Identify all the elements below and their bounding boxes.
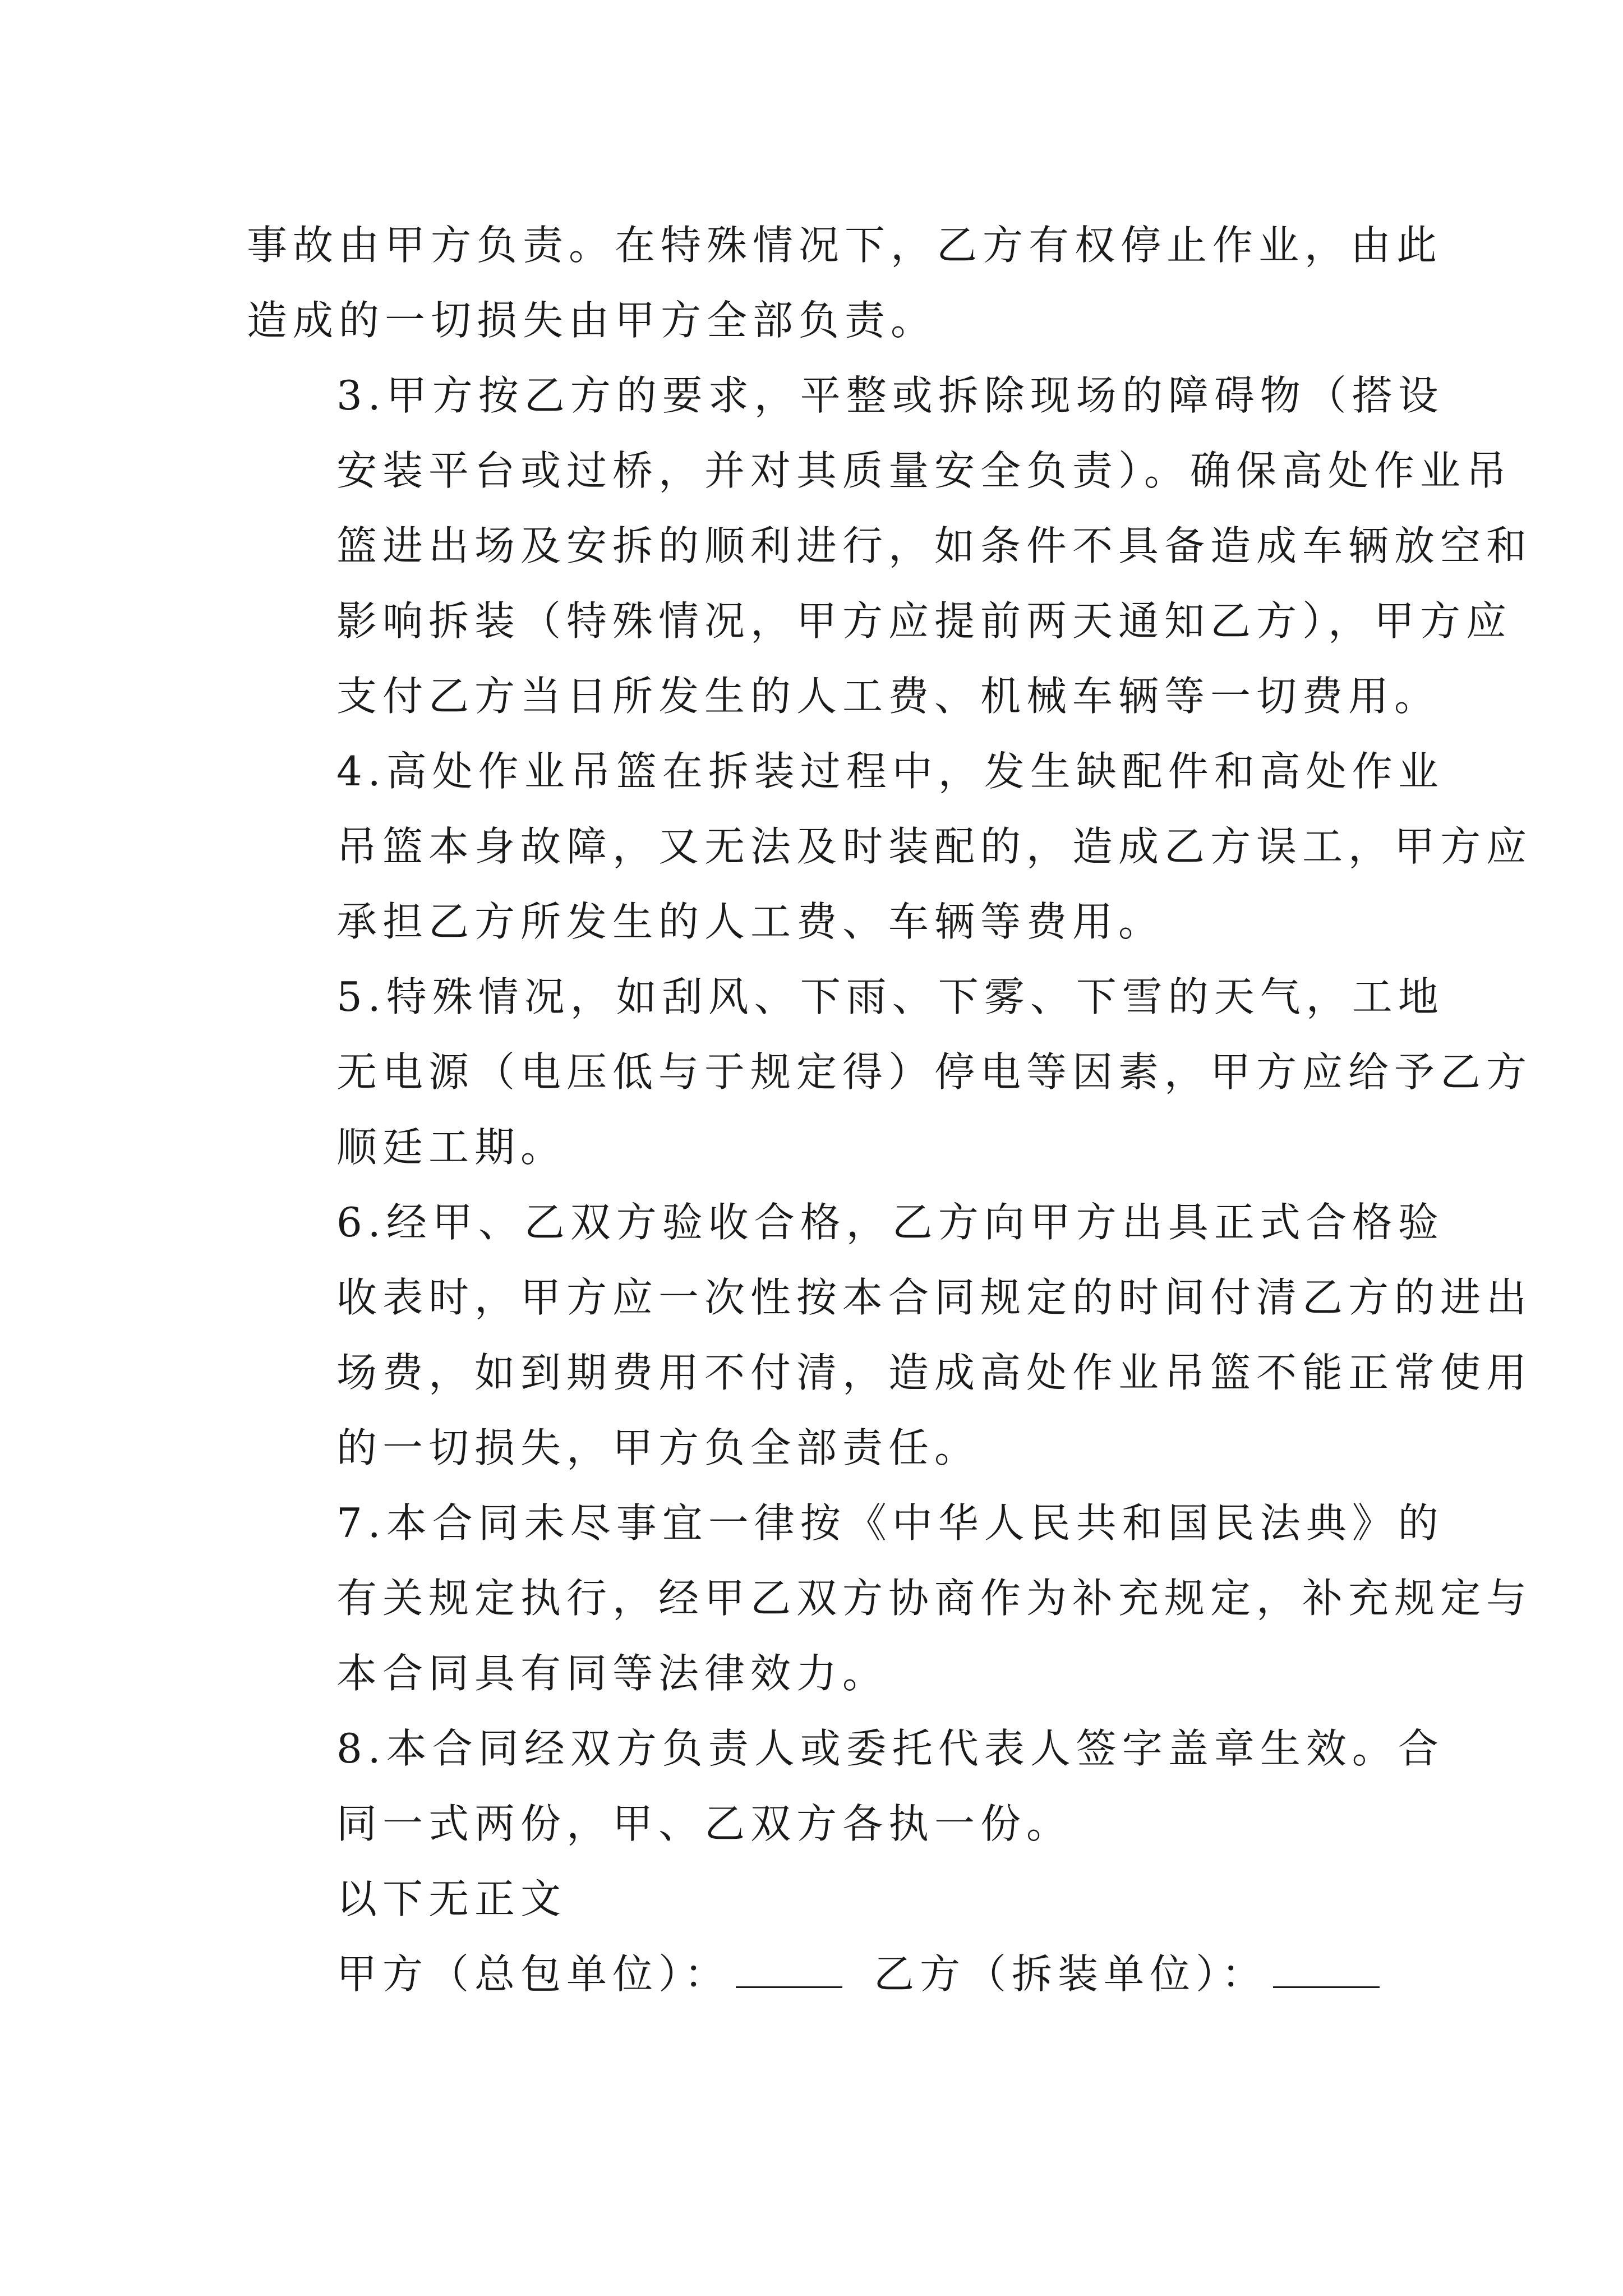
paragraph-line: 有关规定执行，经甲乙双方协商作为补充规定，补充规定与 — [336, 1575, 1533, 1622]
party-b-blank-line[interactable] — [1273, 1953, 1380, 1988]
paragraph-line: 吊篮本身故障，又无法及时装配的，造成乙方误工，甲方应 — [336, 823, 1533, 870]
paragraph-line: 无电源（电压低与于规定得）停电等因素，甲方应给予乙方 — [336, 1048, 1533, 1096]
document-body — [247, 208, 1533, 2012]
paragraph-line: 安装平台或过桥，并对其质量安全负责）。确保高处作业吊 — [336, 447, 1513, 494]
paragraph-line: 5.特殊情况，如刮风、下雨、下雾、下雪的天气，工地 — [336, 973, 1444, 1020]
paragraph-line: 收表时，甲方应一次性按本合同规定的时间付清乙方的进出 — [336, 1274, 1533, 1321]
party-a-signature — [336, 1936, 842, 2012]
clause-paragraph — [247, 734, 1533, 959]
no-more-text-note: 以下无正文 — [336, 1875, 567, 1922]
clause-paragraph — [247, 1185, 1533, 1485]
paragraph-line: 3.甲方按乙方的要求，平整或拆除现场的障碍物（搭设 — [336, 372, 1444, 419]
clause-paragraph — [247, 959, 1533, 1185]
paragraph-line: 事故由甲方负责。在特殊情况下，乙方有权停止作业，由此 — [247, 222, 1443, 269]
paragraph-line: 影响拆装（特殊情况，甲方应提前两天通知乙方），甲方应 — [336, 597, 1513, 645]
party-a-blank-line[interactable] — [736, 1953, 842, 1988]
party-b-signature — [874, 1936, 1380, 2012]
paragraph-line: 场费，如到期费用不付清，造成高处作业吊篮不能正常使用 — [336, 1349, 1533, 1396]
paragraph-line: 7.本合同未尽事宜一律按《中华人民共和国民法典》的 — [336, 1499, 1444, 1547]
clause-paragraph — [247, 358, 1533, 734]
paragraph-line: 本合同具有同等法律效力。 — [336, 1650, 889, 1697]
signature-row — [247, 1936, 1380, 2012]
paragraph-line: 8.本合同经双方负责人或委托代表人签字盖章生效。合 — [336, 1725, 1444, 1772]
party-b-signature-label: 乙方（拆装单位）： — [873, 1950, 1267, 1998]
paragraph-line: 的一切损失，甲方负全部责任。 — [336, 1424, 981, 1471]
clause-paragraph — [247, 1711, 1444, 1861]
paragraph-line: 造成的一切损失由甲方全部负责。 — [247, 297, 937, 344]
paragraph-line: 承担乙方所发生的人工费、车辆等费用。 — [336, 898, 1165, 945]
paragraph-line: 篮进出场及安拆的顺利进行，如条件不具备造成车辆放空和 — [336, 522, 1533, 569]
clause-paragraph — [247, 1485, 1533, 1711]
paragraph-line: 6.经甲、乙双方验收合格，乙方向甲方出具正式合格验 — [336, 1199, 1444, 1246]
paragraph-line: 4.高处作业吊篮在拆装过程中，发生缺配件和高处作业 — [336, 748, 1444, 795]
clause-paragraph — [247, 208, 1443, 358]
party-a-signature-label: 甲方（总包单位）： — [336, 1950, 731, 1998]
paragraph-line: 顺廷工期。 — [336, 1124, 567, 1171]
paragraph-line: 支付乙方当日所发生的人工费、机械车辆等一切费用。 — [336, 673, 1441, 720]
paragraph-line: 同一式两份，甲、乙双方各执一份。 — [336, 1800, 1073, 1847]
